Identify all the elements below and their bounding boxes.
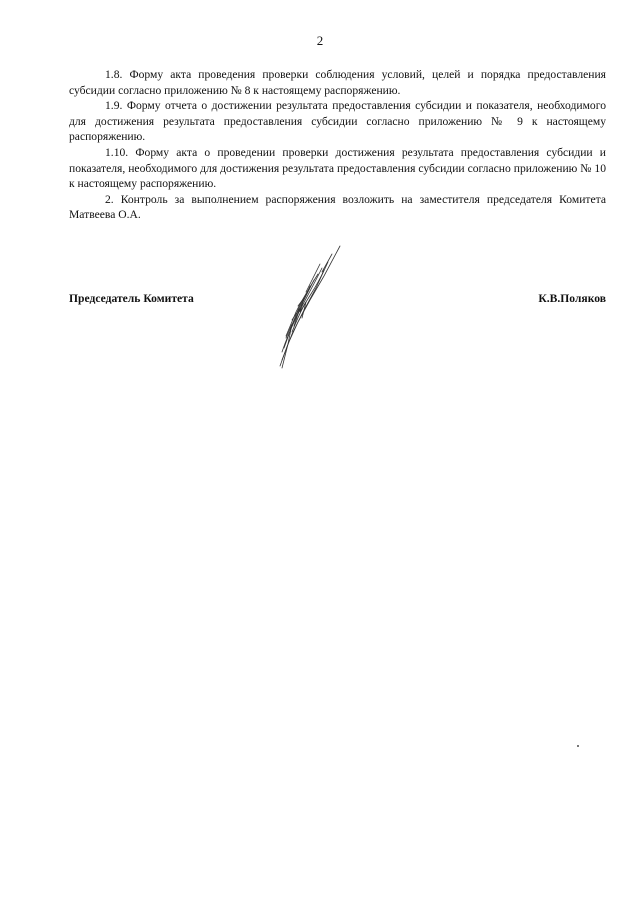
signatory-name: К.В.Поляков: [538, 292, 606, 305]
handwritten-signature: [262, 240, 352, 375]
page-number: 2: [316, 33, 324, 48]
paragraph-1-10: 1.10. Форму акта о проведении проверки достижения результата предоставления субсидии и показателя, необходимого для достижения результата предоставления субсидии согласно приложению № 10 к настоящему распоряжению.: [69, 145, 606, 191]
paragraph-1-9: 1.9. Форму отчета о достижении результата предоставления субсидии и показателя, необходимого для достижения результата предоставления субсидии согласно приложению № 9 к настоящему распоряжению.: [69, 99, 606, 144]
paragraph-1-8: 1.8. Форму акта проведения проверки соблюдения условий, целей и порядка предоставления субсидии согласно приложению № 8 к настоящему распоряжению.: [69, 68, 606, 97]
document-body: [69, 67, 606, 223]
scan-speck: [577, 745, 579, 747]
paragraph-2: 2. Контроль за выполнением распоряжения возложить на заместителя председателя Комитета Матвеева О.А.: [69, 192, 606, 222]
signatory-title: Председатель Комитета: [69, 292, 194, 305]
